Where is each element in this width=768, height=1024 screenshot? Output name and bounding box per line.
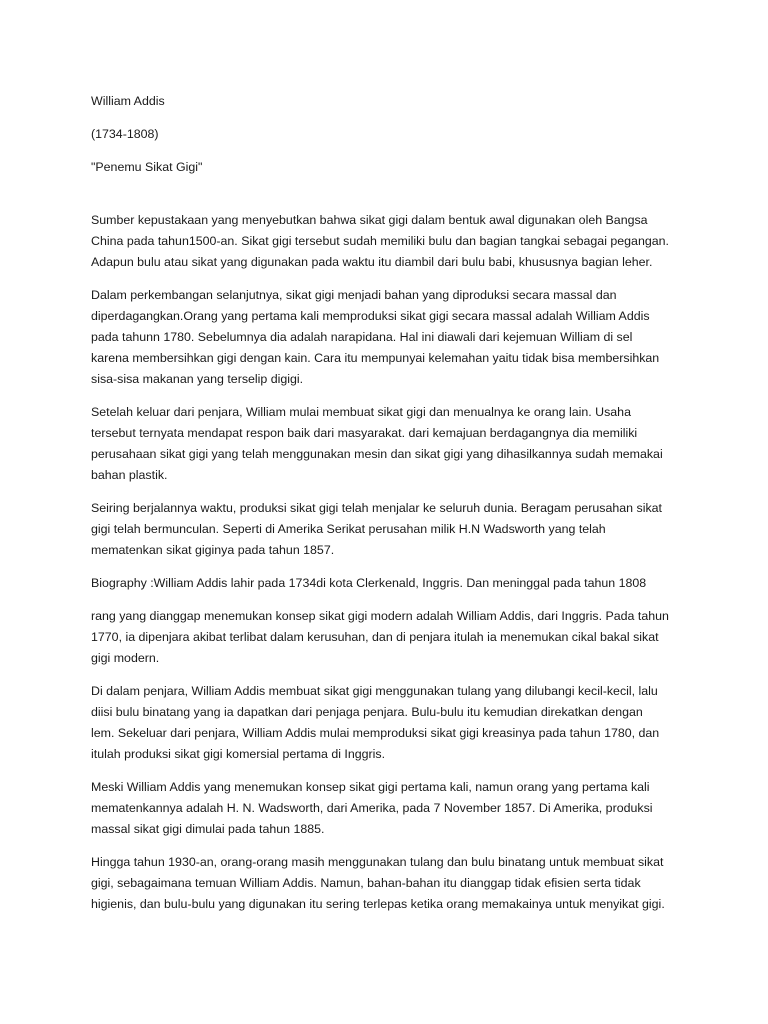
paragraph-line: Di dalam penjara, William Addis membuat sikat gigi menggunakan tulang yang dilubangi kecil-kecil, lalu <box>91 684 658 698</box>
author-name: William Addis <box>91 94 165 108</box>
author-years: (1734-1808) <box>91 127 159 141</box>
paragraph-line: mematenkannya adalah H. N. Wadsworth, dari Amerika, pada 7 November 1857. Di Amerika, produksi <box>91 801 653 815</box>
paragraph-6 <box>91 606 683 669</box>
paragraph-1 <box>91 210 683 273</box>
paragraph-3 <box>91 402 683 486</box>
paragraph-2 <box>91 285 683 390</box>
paragraph-line: bahan plastik. <box>91 468 168 482</box>
document-body <box>91 91 683 927</box>
paragraph-7 <box>91 681 683 765</box>
paragraph-4 <box>91 498 683 561</box>
paragraph-line: Meski William Addis yang menemukan konsep sikat gigi pertama kali, namun orang yang pertama kali <box>91 780 650 794</box>
paragraph-line: itulah produksi sikat gigi komersial pertama di Inggris. <box>91 747 386 761</box>
paragraph-line: perusahaan sikat gigi yang telah menggunakan mesin dan sikat gigi yang dihasilkannya sudah memakai <box>91 447 663 461</box>
paragraph-line: Biography :William Addis lahir pada 1734di kota Clerkenald, Inggris. Dan meninggal pada tahun 1808 <box>91 576 647 590</box>
paragraph-line: gigi, sebagaimana temuan William Addis. Namun, bahan-bahan itu dianggap tidak efisien serta tidak <box>91 876 641 890</box>
paragraph-line: Sumber kepustakaan yang menyebutkan bahwa sikat gigi dalam bentuk awal digunakan oleh Bangsa <box>91 213 648 227</box>
paragraph-line: Setelah keluar dari penjara, William mulai membuat sikat gigi dan menualnya ke orang lain. Usaha <box>91 405 631 419</box>
paragraph-line: Dalam perkembangan selanjutnya, sikat gigi menjadi bahan yang diproduksi secara massal dan <box>91 288 617 302</box>
paragraph-line: diperdagangkan.Orang yang pertama kali memproduksi sikat gigi secara massal adalah William Addis <box>91 309 650 323</box>
paragraph-line: rang yang dianggap menemukan konsep sikat gigi modern adalah William Addis, dari Inggris. Pada tahun <box>91 609 669 623</box>
paragraph-line: karena membersihkan gigi dengan kain. Cara itu mempunyai kelemahan yaitu tidak bisa membersihkan <box>91 351 660 365</box>
paragraph-line: pada tahunn 1780. Sebelumnya dia adalah narapidana. Hal ini diawali dari kejemuan William di sel <box>91 330 633 344</box>
paragraph-line: 1770, ia dipenjara akibat terlibat dalam kerusuhan, dan di penjara itulah ia menemukan cikal bakal sikat <box>91 630 659 644</box>
paragraph-8 <box>91 777 683 840</box>
document-subtitle: "Penemu Sikat Gigi" <box>91 160 203 174</box>
paragraph-line: gigi telah bermunculan. Seperti di Amerika Serikat perusahan milik H.N Wadsworth yang telah <box>91 522 606 536</box>
paragraph-biography <box>91 573 683 594</box>
paragraph-line: Seiring berjalannya waktu, produksi sikat gigi telah menjalar ke seluruh dunia. Beragam perusahan sikat <box>91 501 662 515</box>
paragraph-line: lem. Sekeluar dari penjara, William Addis mulai memproduksi sikat gigi kreasinya pada tahun 1780, dan <box>91 726 660 740</box>
paragraph-line: massal sikat gigi dimulai pada tahun 1885. <box>91 822 325 836</box>
paragraph-line: higienis, dan bulu-bulu yang digunakan itu sering terlepas ketika orang memakainya untuk menyikat gigi. <box>91 897 665 911</box>
paragraph-line: Adapun bulu atau sikat yang digunakan pada waktu itu diambil dari bulu babi, khususnya bagian leher. <box>91 255 653 269</box>
paragraph-line: tersebut ternyata mendapat respon baik dari masyarakat. dari kemajuan berdagangnya dia memiliki <box>91 426 638 440</box>
paragraph-line: China pada tahun1500-an. Sikat gigi tersebut sudah memiliki bulu dan bagian tangkai sebagai pegangan. <box>91 234 669 248</box>
paragraph-line: gigi modern. <box>91 651 160 665</box>
paragraph-line: sisa-sisa makanan yang terselip digigi. <box>91 372 304 386</box>
paragraph-line: mematenkan sikat giginya pada tahun 1857. <box>91 543 335 557</box>
paragraph-line: diisi bulu binatang yang ia dapatkan dari penjaga penjara. Bulu-bulu itu kemudian direkatkan dengan <box>91 705 643 719</box>
paragraph-line: Hingga tahun 1930-an, orang-orang masih menggunakan tulang dan bulu binatang untuk membuat sikat <box>91 855 664 869</box>
paragraph-9 <box>91 852 683 915</box>
